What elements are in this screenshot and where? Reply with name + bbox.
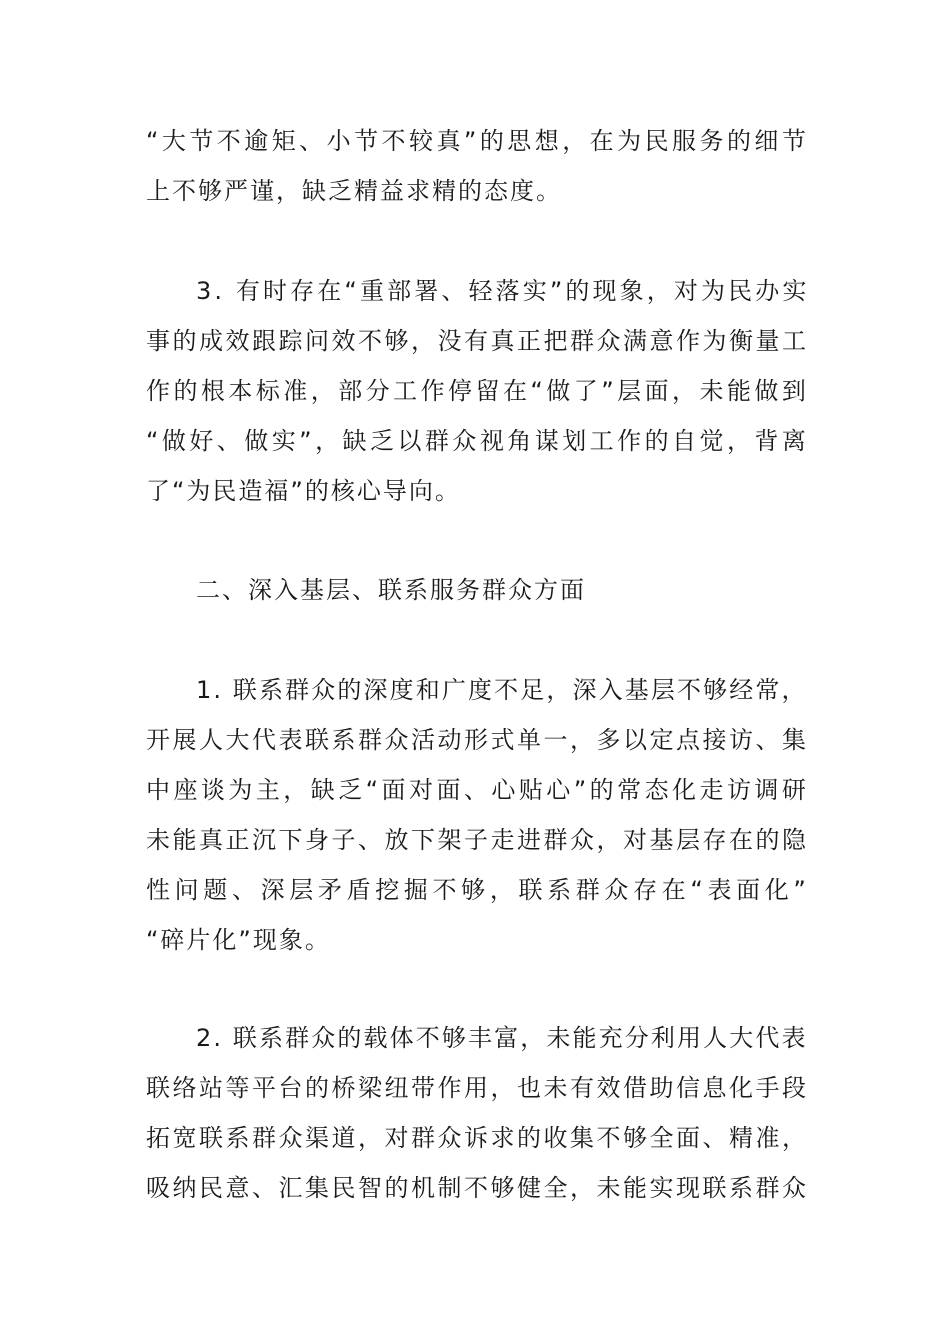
paragraph-line: 联络站等平台的桥梁纽带作用，也未有效借助信息化手段: [146, 1074, 809, 1102]
paragraph-line: 拓宽联系群众渠道，对群众诉求的收集不够全面、精准，: [146, 1124, 809, 1152]
paragraph-line: 性问题、深层矛盾挖掘不够，联系群众存在“表面化”: [146, 876, 811, 904]
paragraph-line: 了“为民造福”的核心导向。: [146, 477, 461, 505]
paragraph-line: 2. 联系群众的载体不够丰富，未能充分利用人大代表: [196, 1024, 808, 1052]
paragraph-line: “碎片化”现象。: [146, 926, 331, 954]
paragraph-line: 未能真正沉下身子、放下架子走进群众，对基层存在的隐: [146, 826, 809, 854]
paragraph-line: “大节不逾矩、小节不较真”的思想，在为民服务的细节: [146, 127, 810, 155]
paragraph-line: 3. 有时存在“重部署、轻落实”的现象，对为民办实: [196, 277, 810, 305]
paragraph-line: 1. 联系群众的深度和广度不足，深入基层不够经常，: [196, 676, 808, 704]
paragraph-line: 开展人大代表联系群众活动形式单一，多以定点接访、集: [146, 726, 809, 754]
paragraph-line: “做好、做实”，缺乏以群众视角谋划工作的自觉，背离: [146, 427, 810, 455]
paragraph-line: 中座谈为主，缺乏“面对面、心贴心”的常态化走访调研: [146, 776, 810, 804]
paragraph-line: 事的成效跟踪问效不够，没有真正把群众满意作为衡量工: [146, 327, 809, 355]
paragraph-line: 吸纳民意、汇集民智的机制不够健全，未能实现联系群众: [146, 1174, 809, 1202]
paragraph-line: 上不够严谨，缺乏精益求精的态度。: [146, 177, 562, 205]
section-heading: 二、深入基层、联系服务群众方面: [196, 576, 586, 604]
paragraph-line: 作的根本标准，部分工作停留在“做了”层面，未能做到: [146, 377, 810, 405]
